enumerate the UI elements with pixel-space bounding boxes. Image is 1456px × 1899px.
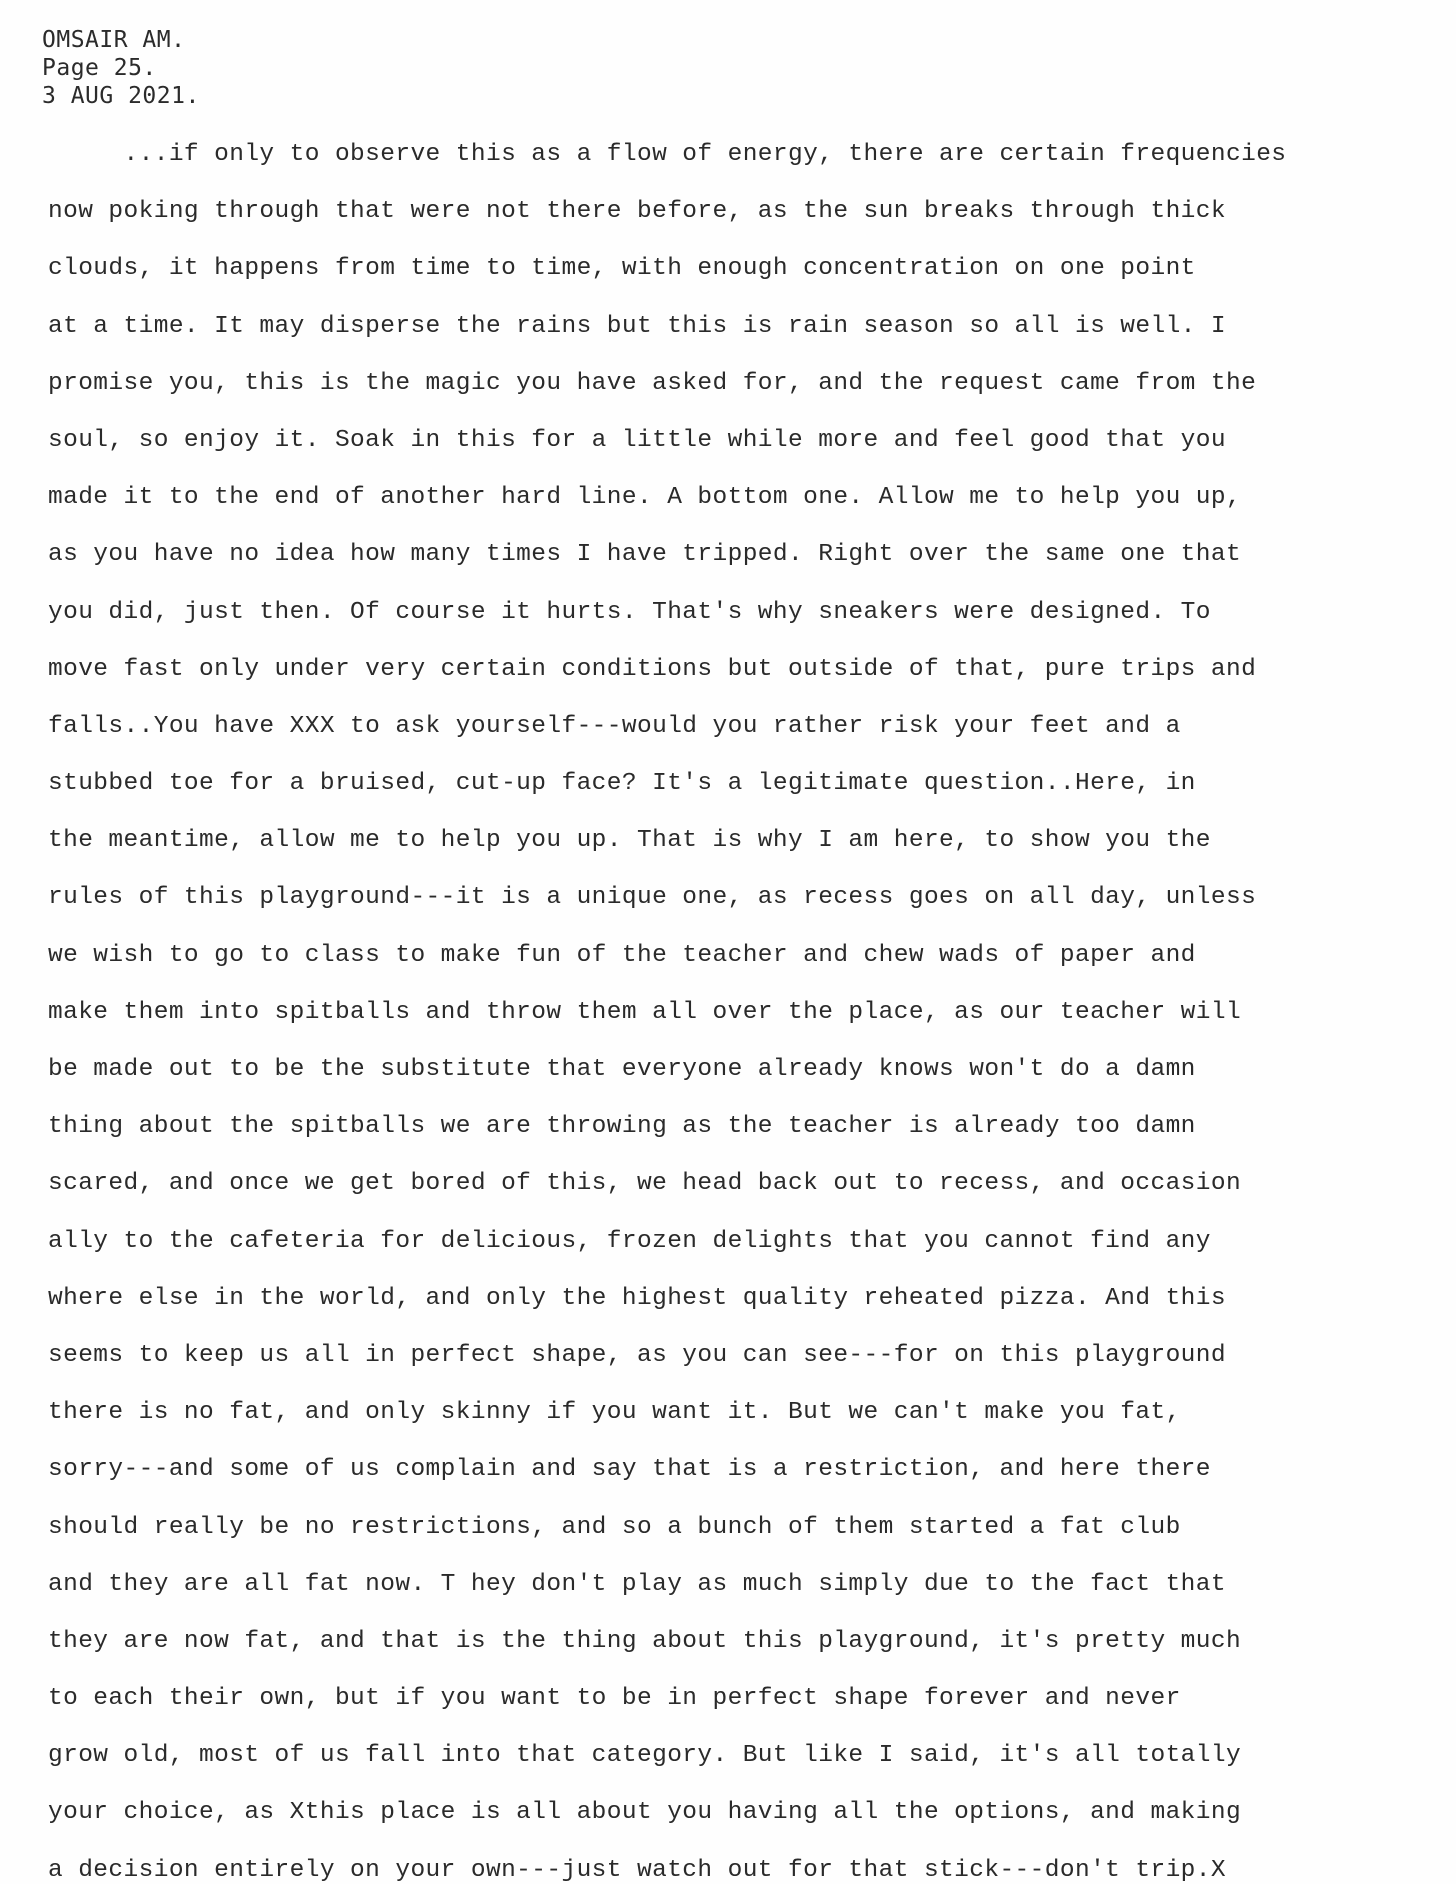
text-line: now poking through that were not there before, as the sun breaks through thick: [48, 198, 1226, 226]
text-line: stubbed toe for a bruised, cut-up face? It's a legitimate question..Here, in: [48, 770, 1196, 798]
text-line: clouds, it happens from time to time, with enough concentration on one point: [48, 255, 1196, 283]
text-line: rules of this playground---it is a unique one, as recess goes on all day, unless: [48, 884, 1257, 912]
text-line: they are now fat, and that is the thing about this playground, it's pretty much: [48, 1627, 1242, 1655]
text-line: your choice, as Xthis place is all about you having all the options, and making: [48, 1799, 1242, 1827]
text-line: at a time. It may disperse the rains but this is rain season so all is well. I: [48, 312, 1226, 340]
text-line: grow old, most of us fall into that category. But like I said, it's all totally: [48, 1742, 1242, 1770]
text-line: there is no fat, and only skinny if you want it. But we can't make you fat,: [48, 1399, 1181, 1427]
text-line: the meantime, allow me to help you up. That is why I am here, to show you the: [48, 827, 1211, 855]
text-line: be made out to be the substitute that everyone already knows won't do a damn: [48, 1056, 1196, 1083]
body-text: [48, 126, 1456, 1899]
text-line: make them into spitballs and throw them all over the place, as our teacher will: [48, 998, 1242, 1026]
text-line: should really be no restrictions, and so a bunch of them started a fat club: [48, 1513, 1181, 1541]
text-line: promise you, this is the magic you have asked for, and the request came from the: [48, 369, 1257, 397]
text-line: and they are all fat now. T hey don't play as much simply due to the fact that: [48, 1570, 1226, 1598]
text-line: thing about the spitballs we are throwing as the teacher is already too damn: [48, 1113, 1196, 1141]
text-line: move fast only under very certain conditions but outside of that, pure trips and: [48, 655, 1257, 683]
text-line: sorry---and some of us complain and say that is a restriction, and here there: [48, 1456, 1211, 1484]
page-number: Page 25.: [42, 55, 157, 81]
text-line: made it to the end of another hard line. A bottom one. Allow me to help you up,: [48, 484, 1242, 512]
text-line: you did, just then. Of course it hurts. That's why sneakers were designed. To: [48, 598, 1211, 626]
text-line: soul, so enjoy it. Soak in this for a little while more and feel good that you: [48, 426, 1226, 454]
text-line: where else in the world, and only the highest quality reheated pizza. And this: [48, 1284, 1226, 1312]
text-line: falls..You have XXX to ask yourself---would you rather risk your feet and a: [48, 712, 1181, 740]
date-line: 3 AUG 2021.: [42, 83, 200, 109]
text-line: ally to the cafeteria for delicious, frozen delights that you cannot find any: [48, 1227, 1211, 1255]
text-line: a decision entirely on your own---just watch out for that stick---don't trip.X: [48, 1856, 1226, 1884]
text-line: seems to keep us all in perfect shape, as you can see---for on this playground: [48, 1341, 1226, 1369]
text-line: to each their own, but if you want to be in perfect shape forever and never: [48, 1685, 1181, 1713]
text-line: ...if only to observe this as a flow of energy, there are certain frequencies: [48, 141, 1287, 168]
text-line: scared, and once we get bored of this, we head back out to recess, and occasion: [48, 1170, 1242, 1198]
text-line: as you have no idea how many times I have tripped. Right over the same one that: [48, 541, 1242, 569]
text-line: we wish to go to class to make fun of the teacher and chew wads of paper and: [48, 941, 1196, 969]
page-header: [42, 26, 200, 110]
author-line: OMSAIR AM.: [42, 27, 186, 53]
